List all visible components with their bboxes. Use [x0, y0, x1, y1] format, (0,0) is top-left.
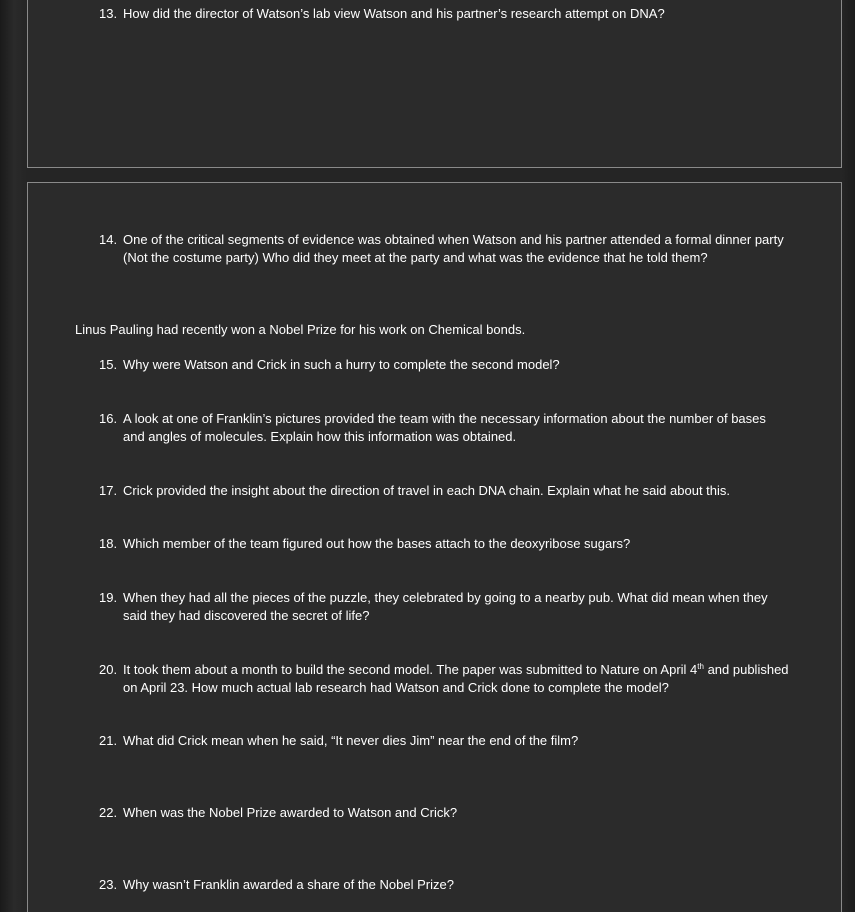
note-linus-pauling: Linus Pauling had recently won a Nobel Prize for his work on Chemical bonds.	[75, 322, 526, 337]
question-text: What did Crick mean when he said, “It never dies Jim” near the end of the film?	[123, 733, 579, 748]
question-19	[99, 589, 789, 625]
question-number: 13.	[99, 6, 118, 21]
question-number: 23.	[99, 877, 118, 892]
question-number: 18.	[99, 536, 118, 551]
question-18	[99, 535, 789, 553]
question-text: When was the Nobel Prize awarded to Watson and Crick?	[123, 805, 458, 820]
question-number: 19.	[99, 590, 118, 605]
question-number: 15.	[99, 357, 118, 372]
question-text: Why were Watson and Crick in such a hurry to complete the second model?	[123, 357, 560, 372]
question-text: Which member of the team figured out how the bases attach to the deoxyribose sugars?	[123, 536, 631, 551]
question-17	[99, 482, 789, 500]
question-20	[99, 661, 789, 697]
ordinal-suffix: th	[697, 662, 704, 671]
question-text: Why wasn’t Franklin awarded a share of the Nobel Prize?	[123, 877, 454, 892]
question-text: How did the director of Watson’s lab view Watson and his partner’s research attempt on DNA?	[123, 6, 665, 21]
question-number: 16.	[99, 411, 118, 426]
question-text	[123, 661, 789, 697]
question-21	[99, 732, 789, 750]
question-text: Crick provided the insight about the direction of travel in each DNA chain. Explain what he said about this.	[123, 483, 731, 498]
question-text-part-1: It took them about a month to build the second model. The paper was submitted to Nature on April 4	[123, 662, 698, 677]
question-number: 17.	[99, 483, 118, 498]
question-number: 14.	[99, 232, 118, 247]
question-text: A look at one of Franklin’s pictures provided the team with the necessary information about the number of bases and angles of molecules. Explain how this information was obtained.	[123, 411, 766, 444]
question-text-part-2: and published on April 23. How much actual lab research had Watson and Crick done to complete the model?	[123, 662, 789, 695]
question-number: 20.	[99, 662, 118, 677]
question-14	[99, 231, 789, 267]
worksheet-page-2	[27, 182, 842, 912]
question-number: 22.	[99, 805, 118, 820]
question-13	[99, 5, 789, 23]
question-text: When they had all the pieces of the puzzle, they celebrated by going to a nearby pub. What did mean when they said they had discovered the secret of life?	[123, 590, 768, 623]
question-22	[99, 804, 789, 822]
question-23	[99, 876, 789, 894]
question-number: 21.	[99, 733, 118, 748]
question-16	[99, 410, 789, 446]
question-text: One of the critical segments of evidence was obtained when Watson and his partner attended a formal dinner party (Not the costume party) Who did they meet at the party and what was the evidence that he told them?	[123, 232, 784, 265]
worksheet-page-1	[27, 0, 842, 168]
question-15	[99, 356, 789, 374]
